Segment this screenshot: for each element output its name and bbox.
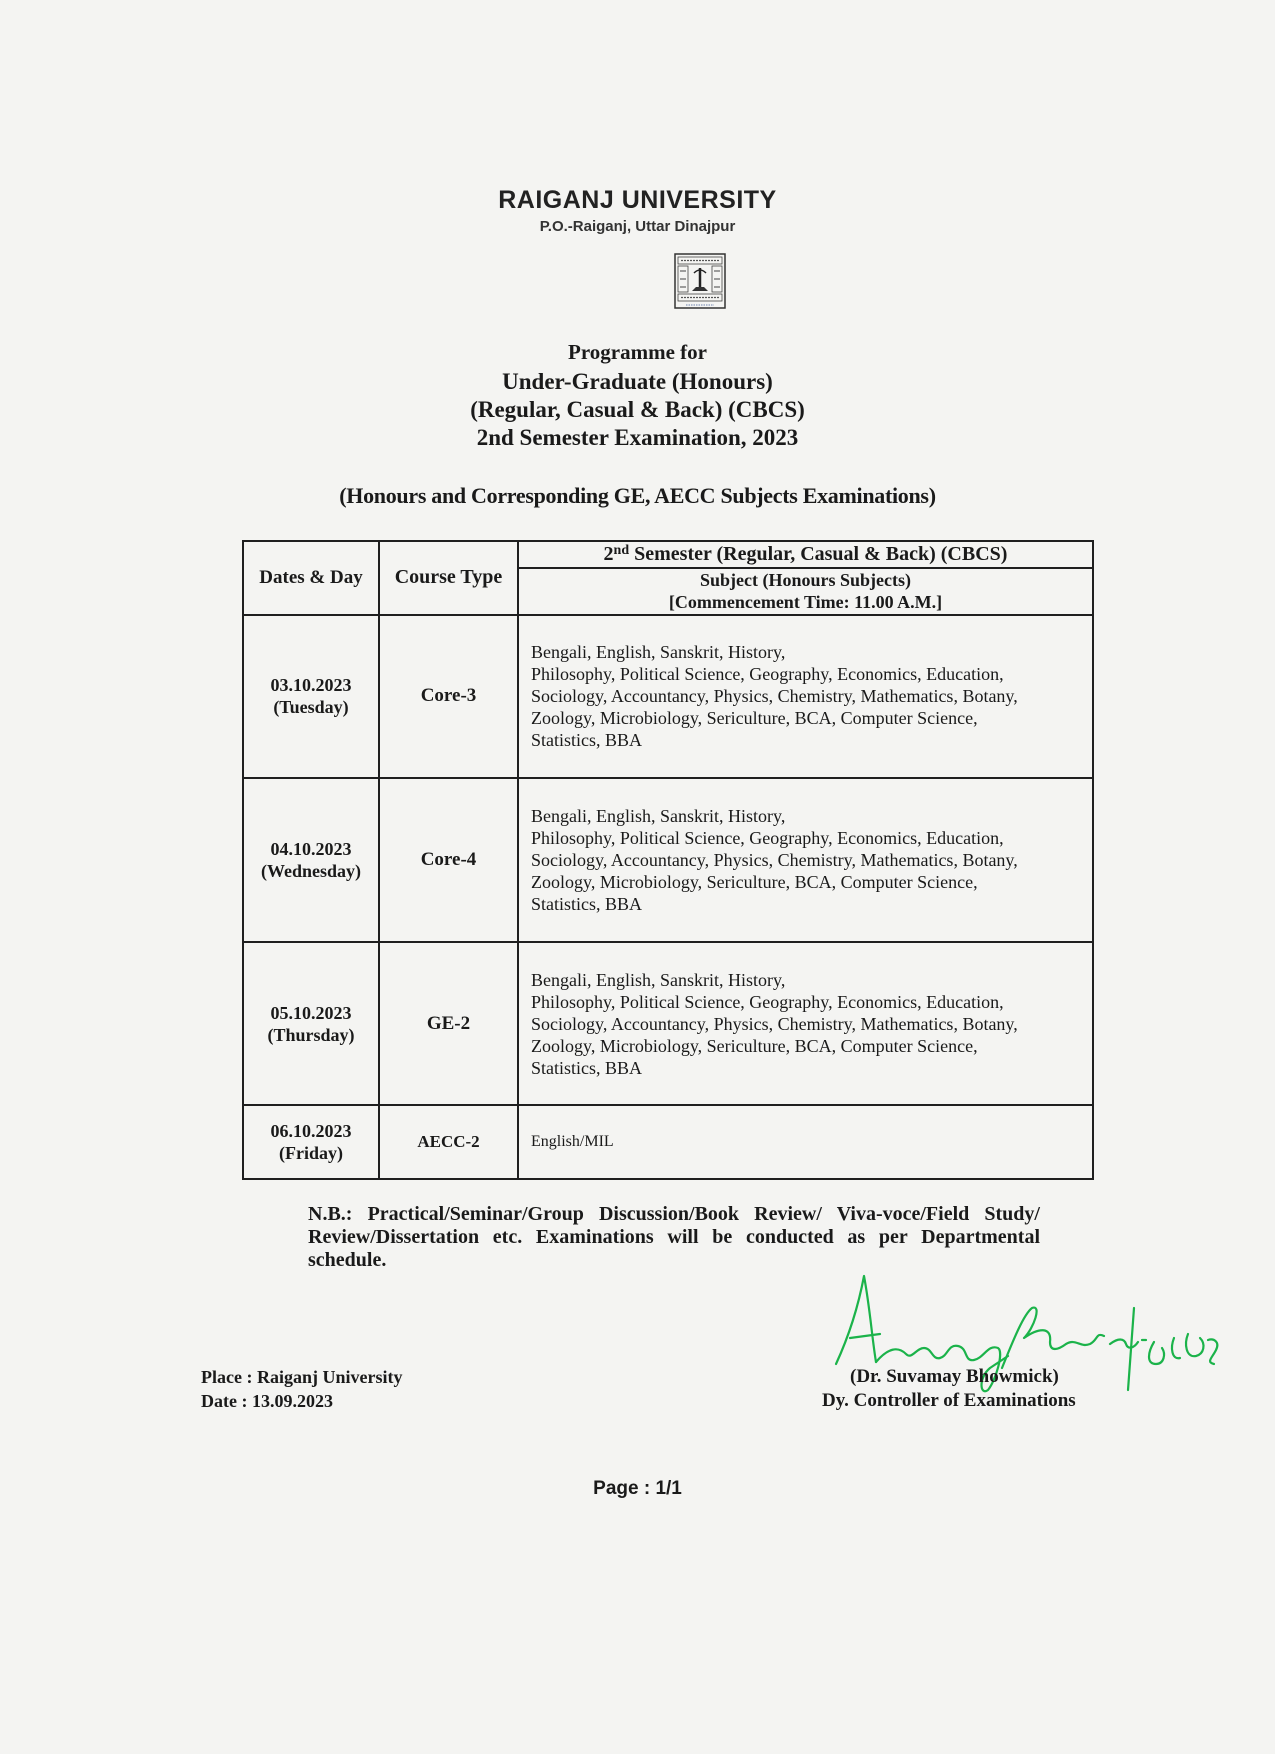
semester-number: 2 xyxy=(603,542,614,565)
exam-schedule-table xyxy=(242,540,1094,1180)
subjects-line: Statistics, BBA xyxy=(531,730,643,751)
subjects-line: Statistics, BBA xyxy=(531,1057,643,1078)
course-type-cell: GE-2 xyxy=(379,942,518,1106)
subjects-cell xyxy=(518,615,1093,779)
signatory-name: (Dr. Suvamay Bhowmick) xyxy=(850,1366,1059,1387)
header-dates-day: Dates & Day xyxy=(243,541,379,615)
table-row xyxy=(243,778,1093,942)
subjects-cell xyxy=(518,1105,1093,1179)
subjects-line: Bengali, English, Sanskrit, History, xyxy=(531,642,786,663)
note-text: N.B.: Practical/Seminar/Group Discussion/Book Review/ Viva-voce/Field Study/ Review/Dissertation etc. Examinations will be conducted as per Departmental schedule. xyxy=(308,1203,1040,1271)
subjects-line: Statistics, BBA xyxy=(531,893,643,914)
subjects-line: Sociology, Accountancy, Physics, Chemistry, Mathematics, Botany, xyxy=(531,1013,1018,1034)
table-header-row xyxy=(243,541,1093,568)
subjects-line: Bengali, English, Sanskrit, History, xyxy=(531,805,786,826)
commencement-time: [Commencement Time: 11.00 A.M.] xyxy=(668,592,943,613)
subjects-cell xyxy=(518,942,1093,1106)
exam-title-heading: 2nd Semester Examination, 2023 xyxy=(476,425,799,450)
page-number: Page : 1/1 xyxy=(593,1478,682,1499)
date-cell xyxy=(243,1105,379,1179)
date-text: Date : 13.09.2023 xyxy=(201,1391,333,1411)
exam-subtitle: (Honours and Corresponding GE, AECC Subjects Examinations) xyxy=(339,483,936,508)
header-subject xyxy=(518,568,1093,615)
programme-category-heading: (Regular, Casual & Back) (CBCS) xyxy=(470,397,805,422)
exam-day: (Friday) xyxy=(279,1143,343,1164)
subjects-line: Zoology, Microbiology, Sericulture, BCA, Computer Science, xyxy=(531,871,978,892)
table-row xyxy=(243,615,1093,779)
exam-date: 06.10.2023 xyxy=(270,1121,352,1142)
subjects-line: Philosophy, Political Science, Geography, Economics, Education, xyxy=(531,827,1004,848)
semester-label: Semester (Regular, Casual & Back) (CBCS) xyxy=(629,542,1008,565)
subject-header-line: Subject (Honours Subjects) xyxy=(699,570,911,591)
exam-day: (Thursday) xyxy=(267,1024,355,1045)
exam-date: 05.10.2023 xyxy=(270,1002,352,1023)
date-cell xyxy=(243,615,379,779)
date-cell xyxy=(243,778,379,942)
course-type-cell: Core-4 xyxy=(379,778,518,942)
university-address: P.O.-Raiganj, Uttar Dinajpur xyxy=(539,218,736,235)
exam-day: (Tuesday) xyxy=(273,697,349,718)
programme-for-heading: Programme for xyxy=(568,340,707,364)
subjects-line: Zoology, Microbiology, Sericulture, BCA, Computer Science, xyxy=(531,708,978,729)
semester-suffix: nd xyxy=(613,542,630,558)
exam-date: 03.10.2023 xyxy=(270,675,352,696)
subjects-line: Zoology, Microbiology, Sericulture, BCA, Computer Science, xyxy=(531,1035,978,1056)
course-type-cell: Core-3 xyxy=(379,615,518,779)
exam-date: 04.10.2023 xyxy=(270,838,352,859)
exam-day: (Wednesday) xyxy=(260,860,361,881)
table-row xyxy=(243,942,1093,1106)
date-cell xyxy=(243,942,379,1106)
subjects-line: Philosophy, Political Science, Geography, Economics, Education, xyxy=(531,991,1004,1012)
university-name: RAIGANJ UNIVERSITY xyxy=(498,186,777,214)
subjects-line: English/MIL xyxy=(531,1133,614,1151)
subjects-line: Bengali, English, Sanskrit, History, xyxy=(531,969,786,990)
course-type-cell: AECC-2 xyxy=(379,1105,518,1179)
place-text: Place : Raiganj University xyxy=(201,1367,403,1387)
subjects-cell xyxy=(518,778,1093,942)
programme-level-heading: Under-Graduate (Honours) xyxy=(502,369,773,394)
subjects-line: Sociology, Accountancy, Physics, Chemistry, Mathematics, Botany, xyxy=(531,849,1018,870)
subjects-line: Philosophy, Political Science, Geography, Economics, Education, xyxy=(531,664,1004,685)
header-semester xyxy=(518,541,1093,568)
header-course-type: Course Type xyxy=(379,541,518,615)
place-date-block xyxy=(201,1365,402,1413)
table-row xyxy=(243,1105,1093,1179)
university-seal-icon xyxy=(674,253,726,309)
subjects-line: Sociology, Accountancy, Physics, Chemistry, Mathematics, Botany, xyxy=(531,686,1018,707)
signatory-designation: Dy. Controller of Examinations xyxy=(822,1390,1076,1411)
